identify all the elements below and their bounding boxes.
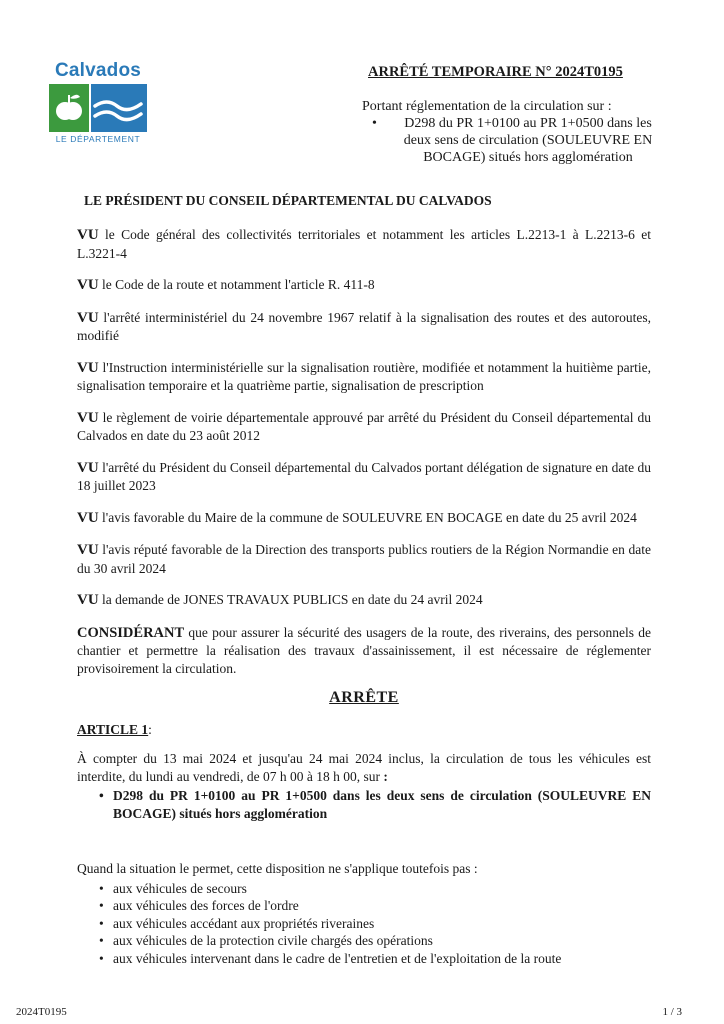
vu-text: l'arrêté du Président du Conseil départemental du Calvados portant délégation de signature en date du 18 juillet 2023 — [77, 459, 651, 493]
vu-paragraph — [77, 226, 651, 262]
road-item: • D298 du PR 1+0100 au PR 1+0500 dans les deux sens de circulation (SOULEUVRE EN BOCAGE) situés hors agglomération — [77, 787, 651, 822]
vu-prefix: VU — [77, 359, 99, 376]
article-title-label: ARTICLE 1 — [77, 721, 149, 737]
vu-paragraph — [77, 409, 651, 445]
considerant-text: que pour assurer la sécurité des usagers de la route, des riverains, des personnels de chantier et permettre la réalisation des travaux d'assainissement, il est nécessaire de réglementer provisoirement la circulation. — [77, 624, 651, 676]
article-text-bold: : — [383, 768, 388, 784]
document-body — [77, 226, 651, 967]
vu-prefix: VU — [77, 227, 99, 243]
decree-title: ARRÊTÉ TEMPORAIRE N° 2024T0195 — [368, 64, 623, 80]
vu-text: l'avis réputé favorable de la Direction des transports publics routiers de la Région Normandie en date du 30 avril 2024 — [77, 542, 651, 576]
logo-emblem — [49, 84, 147, 132]
subject-list — [368, 115, 658, 166]
logo-name: Calvados — [54, 60, 142, 81]
vu-text: l'Instruction interministérielle sur la signalisation routière, modifiée et notamment la huitième partie, signalisation temporaire et la quatrième partie, signalisation de prescription — [77, 359, 651, 393]
article-title-suffix: : — [148, 721, 152, 737]
arrete-heading: ARRÊTE — [329, 689, 399, 706]
vu-prefix: VU — [77, 309, 99, 326]
vu-text: l'avis favorable du Maire de la commune de SOULEUVRE EN BOCAGE en date du 25 avril 2024 — [98, 509, 637, 525]
vu-text: la demande de JONES TRAVAUX PUBLICS en date du 24 avril 2024 — [98, 592, 483, 607]
vu-paragraph — [77, 459, 651, 495]
president-heading: LE PRÉSIDENT DU CONSEIL DÉPARTEMENTAL DU CALVADOS — [84, 193, 492, 208]
footer-reference: 2024T0195 — [16, 1006, 67, 1018]
article-road-list — [77, 787, 651, 822]
vu-paragraph — [77, 541, 651, 577]
subject-item: • D298 du PR 1+0100 au PR 1+0500 dans les deux sens de circulation (SOULEUVRE EN BOCAGE) situés hors agglomération — [368, 115, 658, 166]
department-logo — [48, 60, 148, 144]
vu-prefix: VU — [77, 592, 99, 608]
vu-list — [77, 226, 651, 610]
vu-prefix: VU — [77, 409, 99, 426]
logo-subtitle: LE DÉPARTEMENT — [55, 134, 141, 144]
vu-prefix: VU — [77, 277, 99, 293]
vu-prefix: VU — [77, 459, 99, 476]
page-number: 1 / 3 — [662, 1006, 682, 1018]
vu-paragraph — [77, 276, 651, 295]
exception-item: • aux véhicules de la protection civile chargés des opérations — [77, 932, 651, 950]
subject-intro: Portant réglementation de la circulation sur : — [362, 99, 612, 114]
vu-text: le Code général des collectivités territoriales et notamment les articles L.2213-1 à L.2213-6 et L.3221-4 — [77, 227, 651, 261]
vu-paragraph — [77, 509, 651, 528]
exception-item: • aux véhicules de secours — [77, 880, 651, 898]
vu-paragraph — [77, 591, 651, 610]
vu-prefix: VU — [77, 509, 99, 526]
vu-paragraph — [77, 359, 651, 395]
article-text-normal: À compter du 13 mai 2024 et jusqu'au 24 mai 2024 inclus, la circulation de tous les véhicules est interdite, du lundi au vendredi, de 07 h 00 à 18 h 00, sur — [77, 751, 651, 784]
vu-paragraph — [77, 309, 651, 345]
vu-text: le règlement de voirie départementale approuvé par arrêté du Président du Conseil départemental du Calvados en date du 23 août 2012 — [77, 409, 651, 443]
exceptions-list — [77, 880, 651, 968]
vu-prefix: VU — [77, 542, 99, 558]
vu-text: le Code de la route et notamment l'article R. 411-8 — [98, 277, 375, 292]
exception-item: • aux véhicules accédant aux propriétés riveraines — [77, 915, 651, 933]
exception-item: • aux véhicules des forces de l'ordre — [77, 897, 651, 915]
article-text — [77, 750, 651, 785]
article-title — [77, 721, 651, 739]
considerant-paragraph — [77, 624, 651, 678]
exception-item: • aux véhicules intervenant dans le cadre de l'entretien et de l'exploitation de la route — [77, 950, 651, 968]
exceptions-intro: Quand la situation le permet, cette disposition ne s'applique toutefois pas : — [77, 861, 478, 876]
considerant-prefix: CONSIDÉRANT — [77, 624, 185, 641]
vu-text: l'arrêté interministériel du 24 novembre 1967 relatif à la signalisation des routes et des autoroutes, modifié — [77, 309, 651, 343]
